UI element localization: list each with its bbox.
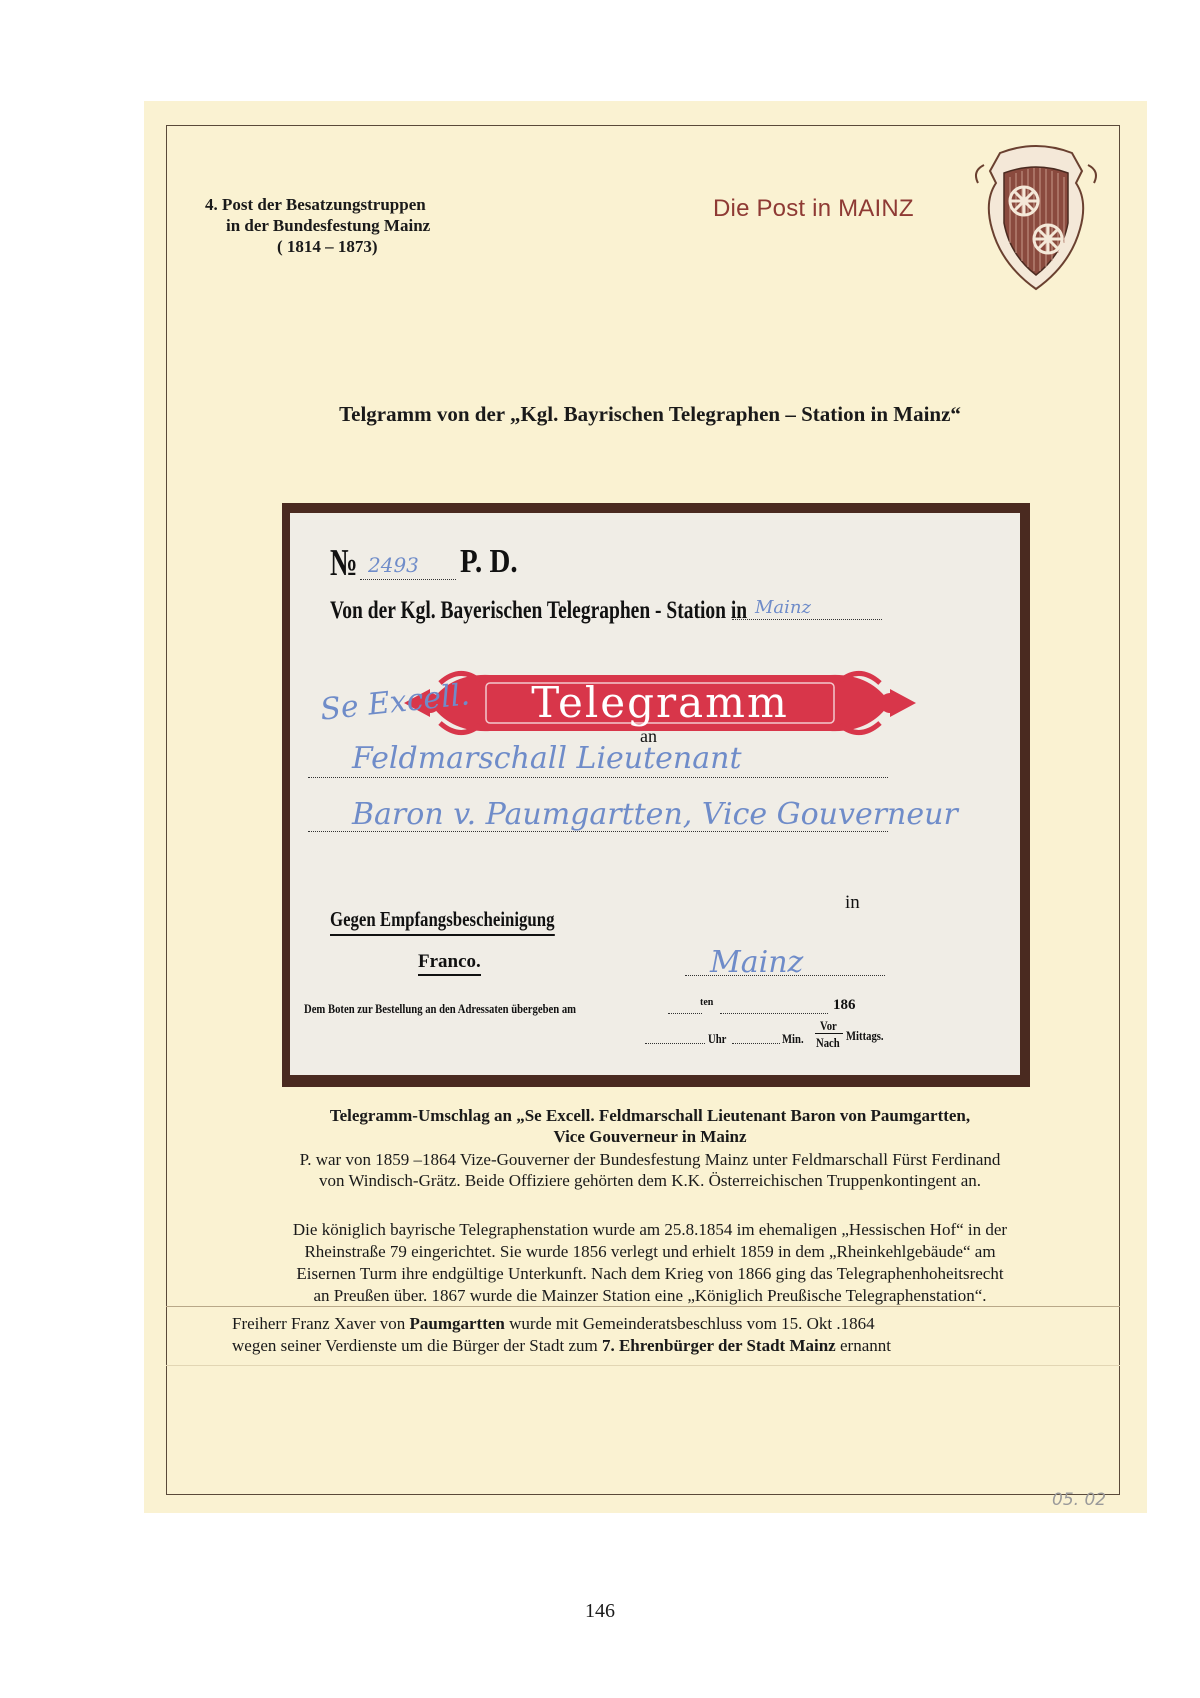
hand-city: Mainz — [710, 945, 804, 980]
freiherr-text-2: wurde mit Gemeinderatsbeschluss vom 15. Okt .1864 — [504, 1314, 875, 1333]
freiherr-text-1: Freiherr Franz Xaver von — [232, 1314, 410, 1333]
caption-line-4: von Windisch-Grätz. Beide Offiziere gehörten dem K.K. Österreichischen Truppenkontingent an. — [319, 1171, 981, 1190]
mainz-crest-icon — [970, 143, 1102, 293]
telegram-envelope — [290, 513, 1020, 1075]
freiherr-bold-1: Paumgartten — [409, 1314, 505, 1333]
hand-se-excell: Se Excell. — [318, 677, 472, 728]
freiherr-bold-2: 7. Ehrenbürger der Stadt Mainz — [601, 1336, 836, 1355]
station-line: Von der Kgl. Bayerischen Telegraphen - Station in — [330, 597, 748, 624]
address-dotted-line-1 — [308, 777, 888, 778]
freiherr-paragraph — [232, 1313, 891, 1357]
an-label: an — [640, 726, 657, 746]
envelope-number-label: № — [330, 542, 358, 584]
ten-label: ten — [700, 997, 714, 1008]
freiherr-line-2 — [232, 1335, 891, 1357]
banner-text: Telegramm — [531, 678, 789, 727]
paragraph-line: Eisernen Turm ihre endgültige Unterkunft. Nach dem Krieg von 1866 ging das Telegraphenhoheitsrecht — [296, 1264, 1004, 1283]
min-dotted-line — [732, 1043, 780, 1044]
brand-title: Die Post in MAINZ — [713, 195, 914, 222]
station-hand: Mainz — [755, 597, 811, 618]
envelope-number-hand: 2493 — [368, 553, 419, 577]
section-line-1: 4. Post der Besatzungstruppen — [205, 195, 426, 214]
boten-dotted-line-2 — [720, 1013, 828, 1014]
paragraph-line: an Preußen über. 1867 wurde die Mainzer Station eine „Königlich Preußische Telegraphenstation“. — [313, 1286, 987, 1305]
sheet-number: 05. 02 — [1052, 1490, 1107, 1510]
address-dotted-line-2 — [308, 831, 888, 832]
paragraph-line: Rheinstraße 79 eingerichtet. Sie wurde 1856 verlegt und erhielt 1859 in dem „Rheinkehlgebäude“ am — [304, 1242, 996, 1261]
caption-bold — [150, 1105, 1150, 1147]
boten-label: Dem Boten zur Bestellung an den Adressaten übergeben am — [304, 1001, 577, 1016]
vor-nach-divider — [815, 1033, 843, 1034]
page-number: 146 — [585, 1600, 615, 1622]
year-label: 186 — [833, 997, 856, 1013]
telegramm-banner — [400, 653, 920, 753]
station-dotted-line — [732, 619, 882, 620]
uhr-dotted-line — [645, 1043, 705, 1044]
section-line-2: in der Bundesfestung Mainz — [226, 216, 431, 235]
hand-line-2: Baron v. Paumgartten, Vice Gouverneur — [352, 797, 958, 832]
uhr-label: Uhr — [708, 1031, 727, 1046]
boten-dotted-line-1 — [668, 1013, 702, 1014]
mittags-label: Mittags. — [846, 1028, 884, 1043]
freiherr-text-3: wegen seiner Verdienste um die Bürger der Stadt zum — [232, 1336, 602, 1355]
freiherr-text-4: ernannt — [835, 1336, 891, 1355]
min-label: Min. — [782, 1031, 804, 1046]
section-heading — [205, 194, 430, 257]
paragraph-line: Die königlich bayrische Telegraphenstation wurde am 25.8.1854 im ehemaligen „Hessischen Hof“ in der — [292, 1220, 1008, 1239]
hand-line-1: Feldmarschall Lieutenant — [352, 741, 742, 776]
separator-line-faint — [166, 1365, 1120, 1366]
nach-label: Nach — [816, 1035, 840, 1050]
separator-line — [166, 1306, 1120, 1307]
caption-bold-line-2: Vice Gouverneur in Mainz — [553, 1127, 747, 1146]
in-label: in — [845, 892, 860, 913]
city-dotted-line — [685, 975, 885, 976]
vor-label: Vor — [820, 1018, 837, 1033]
pd-label: P. D. — [460, 543, 518, 580]
history-paragraph — [150, 1219, 1150, 1307]
caption-line-3: P. war von 1859 –1864 Vize-Gouverner der Bundesfestung Mainz unter Feldmarschall Fürst Ferdinand — [299, 1150, 1001, 1169]
caption-text — [150, 1149, 1150, 1191]
gegen-label: Gegen Empfangsbescheinigung — [330, 907, 555, 936]
freiherr-line-1 — [232, 1313, 891, 1335]
section-line-3: ( 1814 – 1873) — [277, 237, 378, 256]
page-title: Telgramm von der „Kgl. Bayrischen Telegraphen – Station in Mainz“ — [339, 402, 961, 426]
caption-bold-line-1: Telegramm-Umschlag an „Se Excell. Feldmarschall Lieutenant Baron von Paumgartten, — [329, 1106, 971, 1125]
franco-label: Franco. — [418, 951, 481, 976]
number-dotted-line — [360, 579, 456, 580]
